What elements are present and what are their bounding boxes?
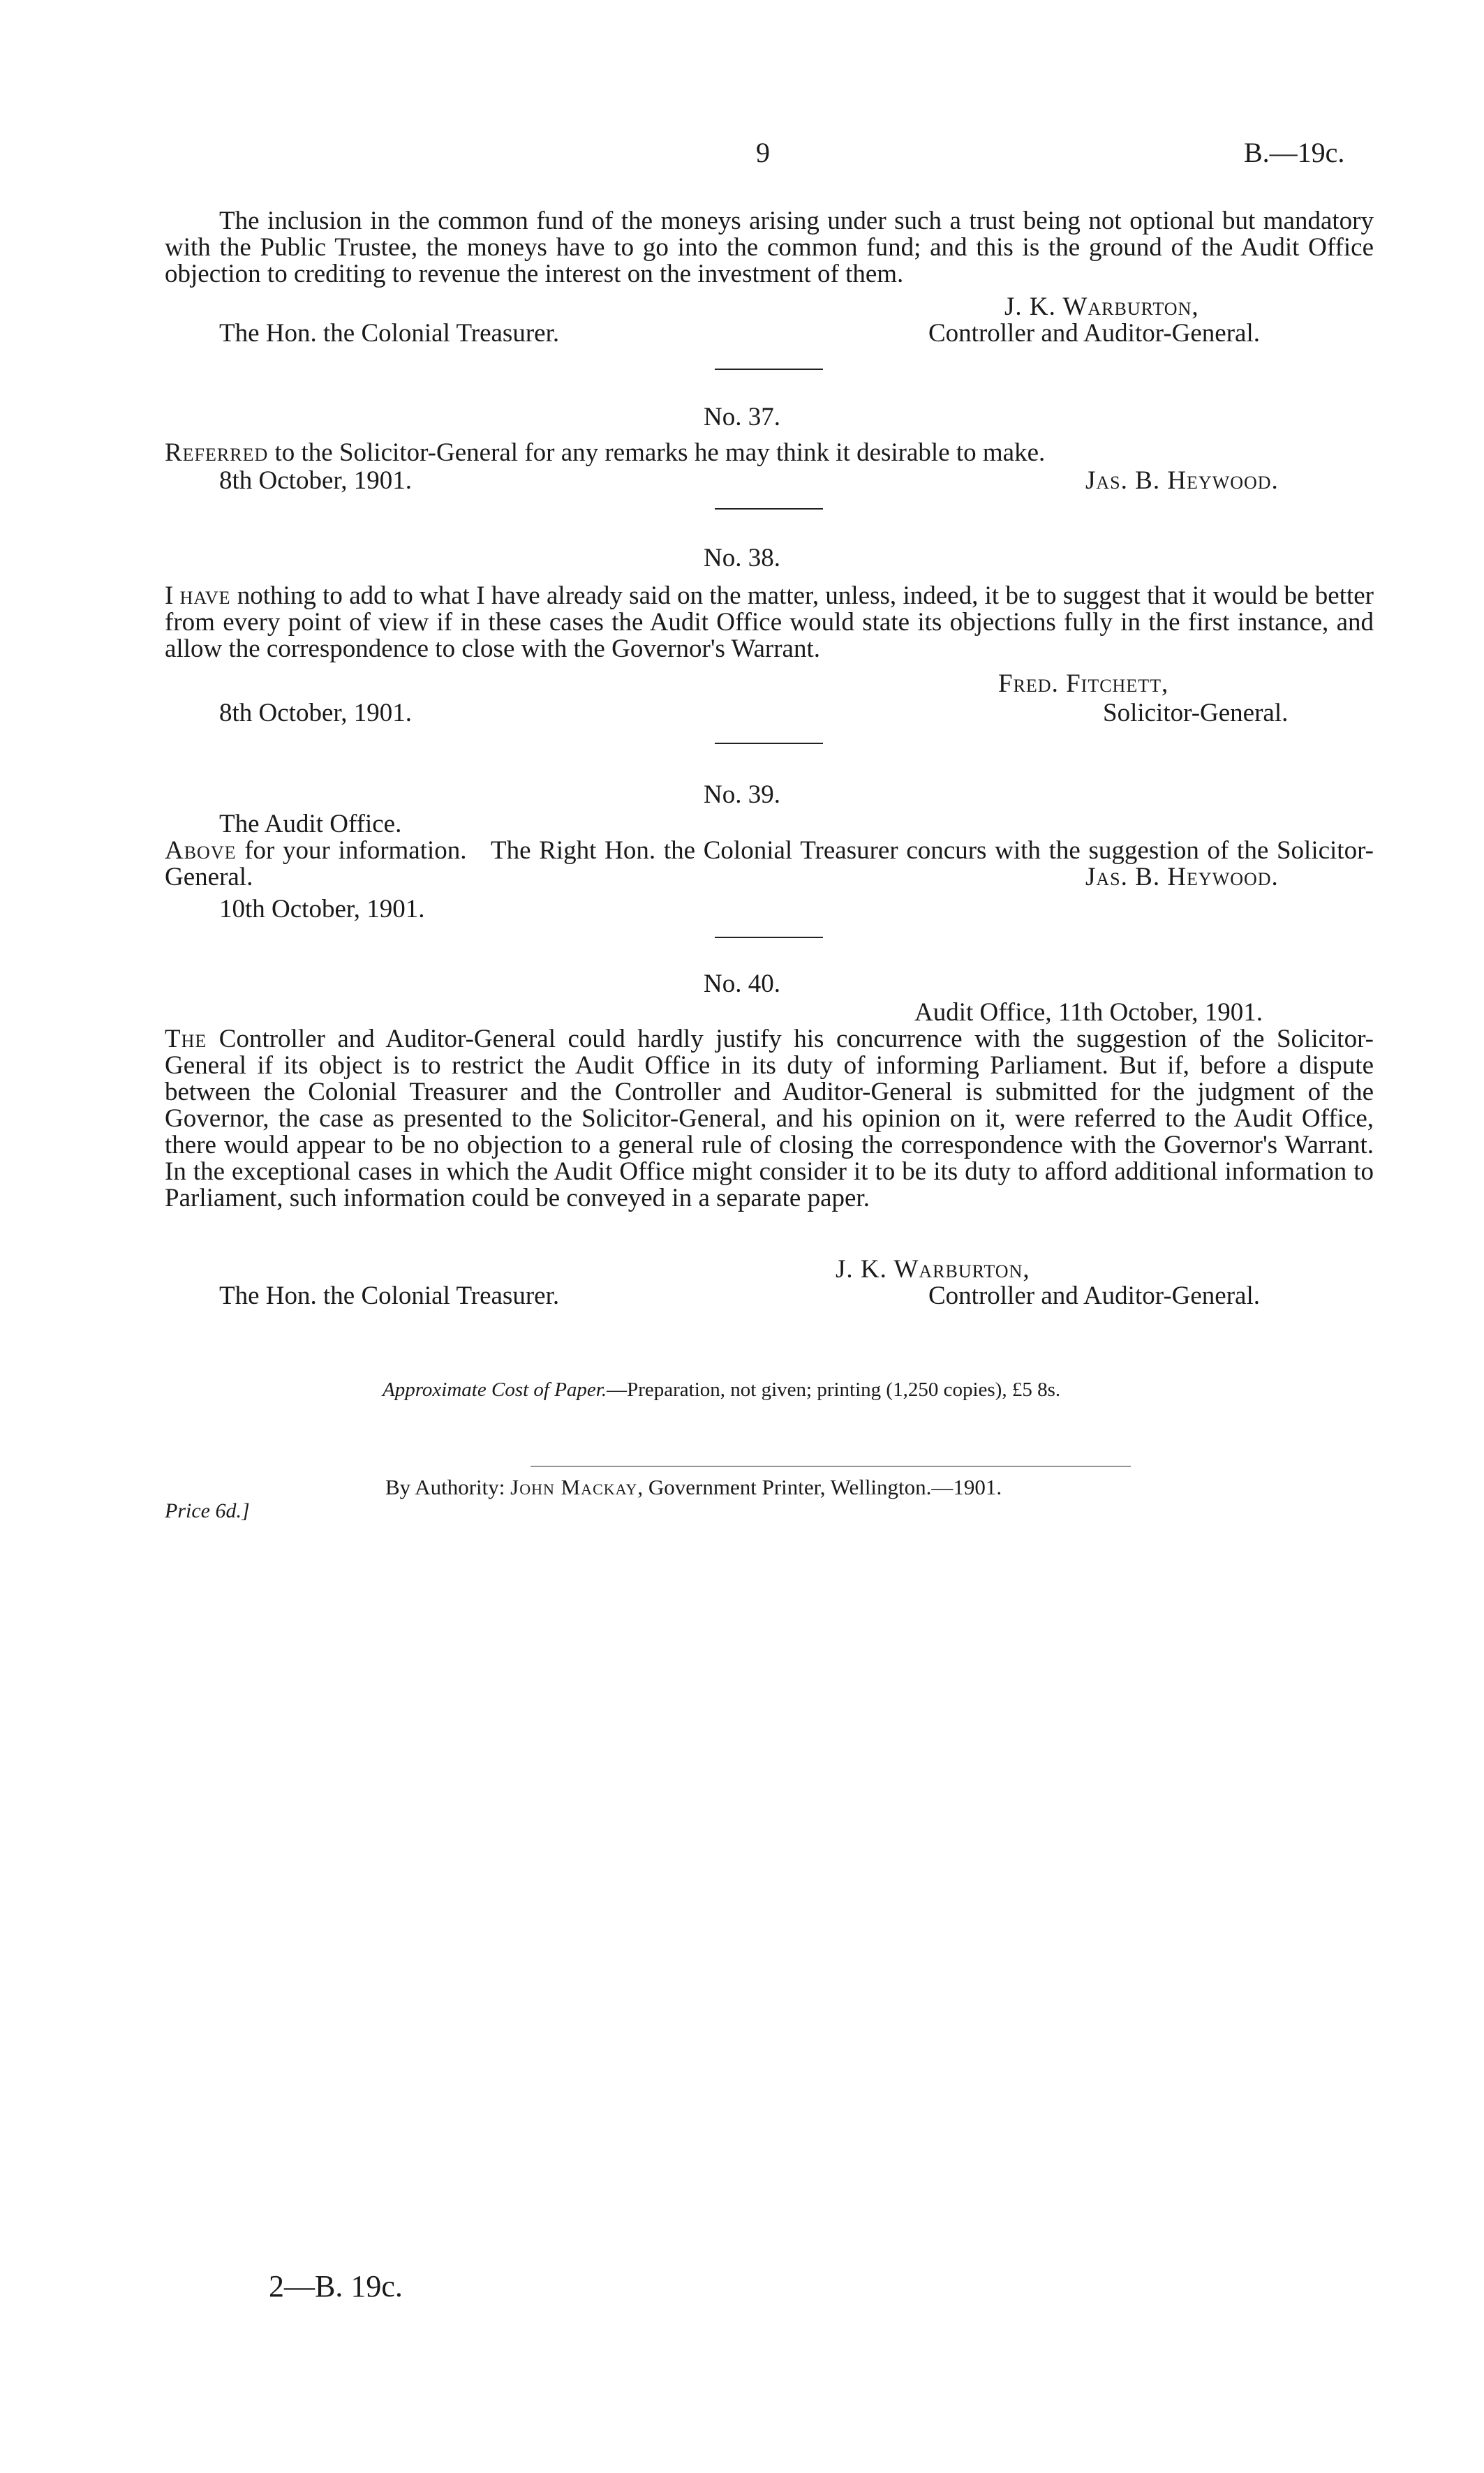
- no39-signer: Jas. B. Heywood.: [1085, 863, 1279, 891]
- sheet-mark: 2—B. 19c.: [269, 2269, 403, 2303]
- no40-text: Controller and Auditor-General could hardly justify his concurrence with the suggestion of the Solicitor-General if its object is to restrict the Audit Office in its duty of informing Parliament. But if, before a dispute between the Colonial Treasurer and the Controller and Auditor-General is submitted for the judgment of the Governor, the case as presented to the Solicitor-General, and his opinion on it, were referred to the Audit Office, there would appear to be no objection to a general rule of closing the correspondence with the Governor's Warrant. In the exceptional cases in which the Audit Office might consider it to be its duty to afford additional information to Parliament, such information could be conveyed in a separate paper.: [165, 1025, 1374, 1212]
- cost-label: Approximate Cost of Paper.: [383, 1379, 607, 1401]
- divider-rule: [715, 743, 823, 744]
- no38-lead-word: have: [179, 581, 231, 610]
- divider-rule: [715, 937, 823, 938]
- no40-signer-title: Controller and Auditor-General.: [928, 1282, 1260, 1310]
- page-number: 9: [756, 137, 770, 168]
- no39-lead-word: Above: [165, 836, 237, 865]
- no40-signer-name: J. K. Warburton,: [836, 1255, 1030, 1284]
- intro-addressee: The Hon. the Colonial Treasurer.: [219, 319, 560, 348]
- no39-date: 10th October, 1901.: [219, 895, 425, 923]
- divider-rule: [715, 508, 823, 510]
- no39-addressee: The Audit Office.: [219, 810, 402, 838]
- cost-note: [383, 1379, 1060, 1402]
- cost-text: —Preparation, not given; printing (1,250 copies), £5 8s.: [607, 1379, 1061, 1401]
- no37-text: to the Solicitor-General for any remarks he may think it desirable to make.: [268, 438, 1046, 467]
- section-heading-39: No. 39.: [704, 780, 780, 809]
- no37-date: 8th October, 1901.: [219, 466, 412, 495]
- price-note: Price 6d.]: [165, 1499, 250, 1522]
- no40-lead-word: The: [165, 1025, 207, 1053]
- no39-text: for your information. The Right Hon. the Colonial Treasurer concurs with the suggestion of the Solicitor-General.: [165, 836, 1374, 891]
- authority-suffix: , Government Printer, Wellington.—1901.: [637, 1475, 1002, 1499]
- no40-addressee: The Hon. the Colonial Treasurer.: [219, 1282, 560, 1310]
- intro-paragraph: The inclusion in the common fund of the moneys arising under such a trust being not optional but mandatory with the Public Trustee, the moneys have to go into the common fund; and this is the ground of the Audit Office objection to crediting to revenue the interest on the investment of them.: [165, 207, 1374, 288]
- printer-name: John Mackay: [510, 1475, 638, 1499]
- no37-signer: Jas. B. Heywood.: [1085, 466, 1279, 495]
- section-heading-37: No. 37.: [704, 403, 780, 431]
- no40-dateline: Audit Office, 11th October, 1901.: [914, 998, 1263, 1027]
- intro-signer-name: J. K. Warburton,: [1004, 292, 1199, 321]
- divider-rule: [715, 369, 823, 370]
- no38-date: 8th October, 1901.: [219, 699, 412, 727]
- authority-prefix: By Authority:: [385, 1475, 511, 1499]
- no38-text: nothing to add to what I have already said on the matter, unless, indeed, it be to suggest that it would be better from every point of view if in these cases the Audit Office would state its objections fully in the first instance, and allow the correspondence to close with the Governor's Warrant.: [165, 581, 1374, 663]
- section-heading-40: No. 40.: [704, 970, 780, 998]
- printer-imprint: [385, 1475, 1002, 1500]
- section-heading-38: No. 38.: [704, 544, 780, 572]
- intro-signer-title: Controller and Auditor-General.: [928, 319, 1260, 348]
- no38-signer-name: Fred. Fitchett,: [998, 669, 1169, 698]
- no38-lead-first: I: [165, 581, 180, 610]
- document-reference: B.—19c.: [1244, 137, 1345, 168]
- no37-lead-word: Referred: [165, 438, 269, 467]
- no38-paragraph: [165, 583, 1374, 662]
- no37-body: [165, 440, 1045, 466]
- no38-signer-title: Solicitor-General.: [1103, 699, 1289, 727]
- no40-paragraph: [165, 1026, 1374, 1212]
